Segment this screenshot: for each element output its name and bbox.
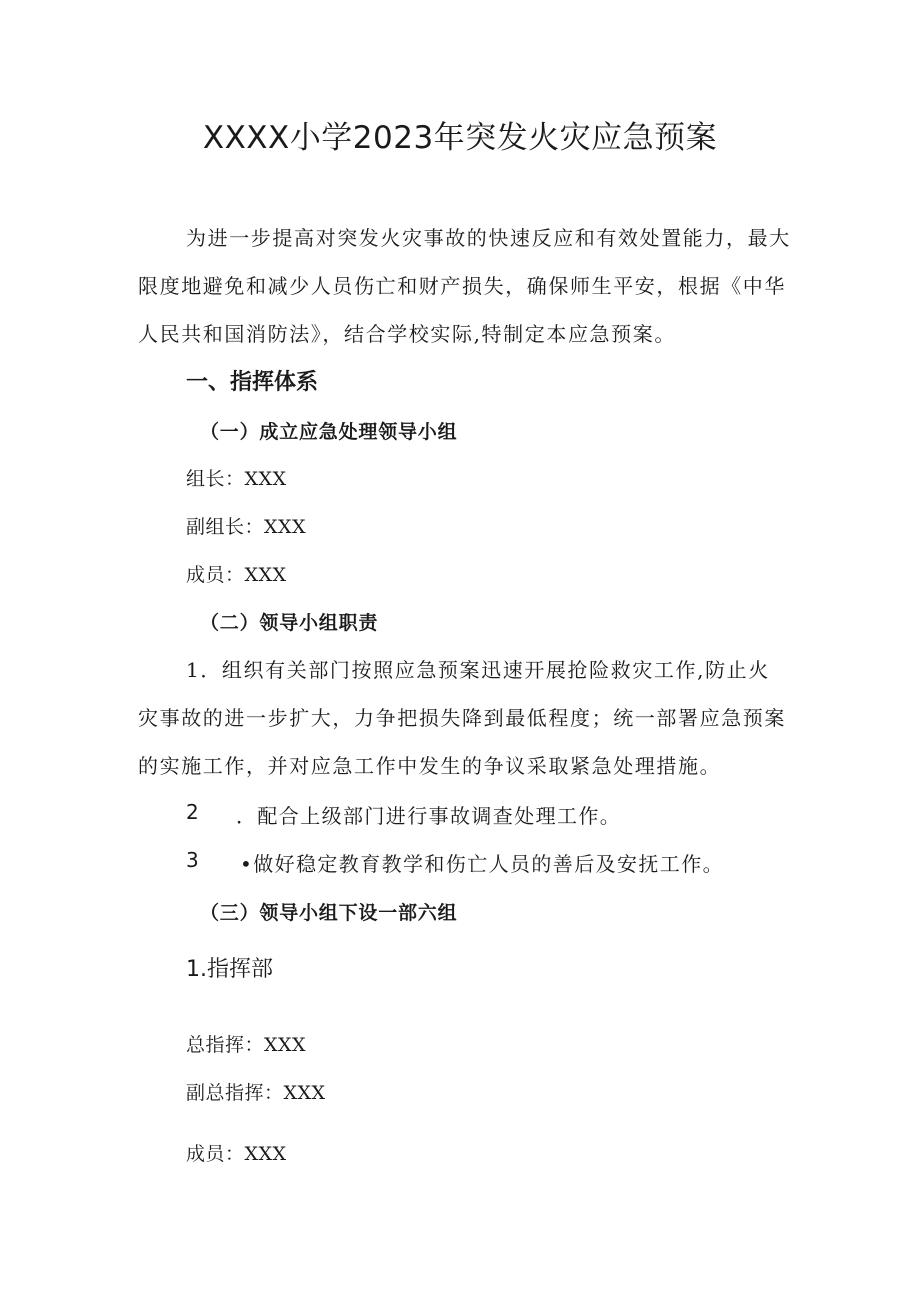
intro-line-2: 限度地避免和减少人员伤亡和财产损失，确保师生平安，根据《中华 xyxy=(138,274,786,298)
group-deputy-leader: 副组长：XXX xyxy=(186,516,307,538)
duty-item-2-text: ．配合上级部门进行事故调查处理工作。 xyxy=(236,804,622,828)
command-dept-heading: 1.指挥部 xyxy=(186,957,273,982)
subsection-heading-structure: （三）领导小组下设一部六组 xyxy=(200,902,458,924)
group-members: 成员：XXX xyxy=(186,564,287,586)
duty-item-1-line-2: 灾事故的进一步扩大，力争把损失降到最低程度；统一部署应急预案 xyxy=(138,706,786,730)
duty-item-3-number: 3 xyxy=(186,848,199,872)
deputy-commander: 副总指挥：XXX xyxy=(186,1082,326,1104)
subsection-heading-duties: （二）领导小组职责 xyxy=(200,612,379,634)
section-heading-command-system: 一、指挥体系 xyxy=(186,370,319,395)
duty-item-2-number: 2 xyxy=(186,800,199,824)
group-leader: 组长：XXX xyxy=(186,468,287,490)
intro-line-3: 人民共和国消防法》，结合学校实际,特制定本应急预案。 xyxy=(138,322,676,346)
duty-item-1-line-3: 的实施工作，并对应急工作中发生的争议采取紧急处理措施。 xyxy=(138,754,722,778)
duty-item-3-text: •做好稳定教育教学和伤亡人员的善后及安抚工作。 xyxy=(240,852,724,876)
subsection-heading-leading-group: （一）成立应急处理领导小组 xyxy=(200,421,458,443)
intro-line-1: 为进一步提高对突发火灾事故的快速反应和有效处置能力，最大 xyxy=(186,226,791,250)
command-dept-members: 成员：XXX xyxy=(186,1143,287,1165)
duty-item-1-line-1: 1．组织有关部门按照应急预案迅速开展抢险救灾工作,防止火 xyxy=(186,658,770,682)
document-title: XXXX小学2023年突发火灾应急预案 xyxy=(202,120,718,156)
commander: 总指挥：XXX xyxy=(186,1034,307,1056)
